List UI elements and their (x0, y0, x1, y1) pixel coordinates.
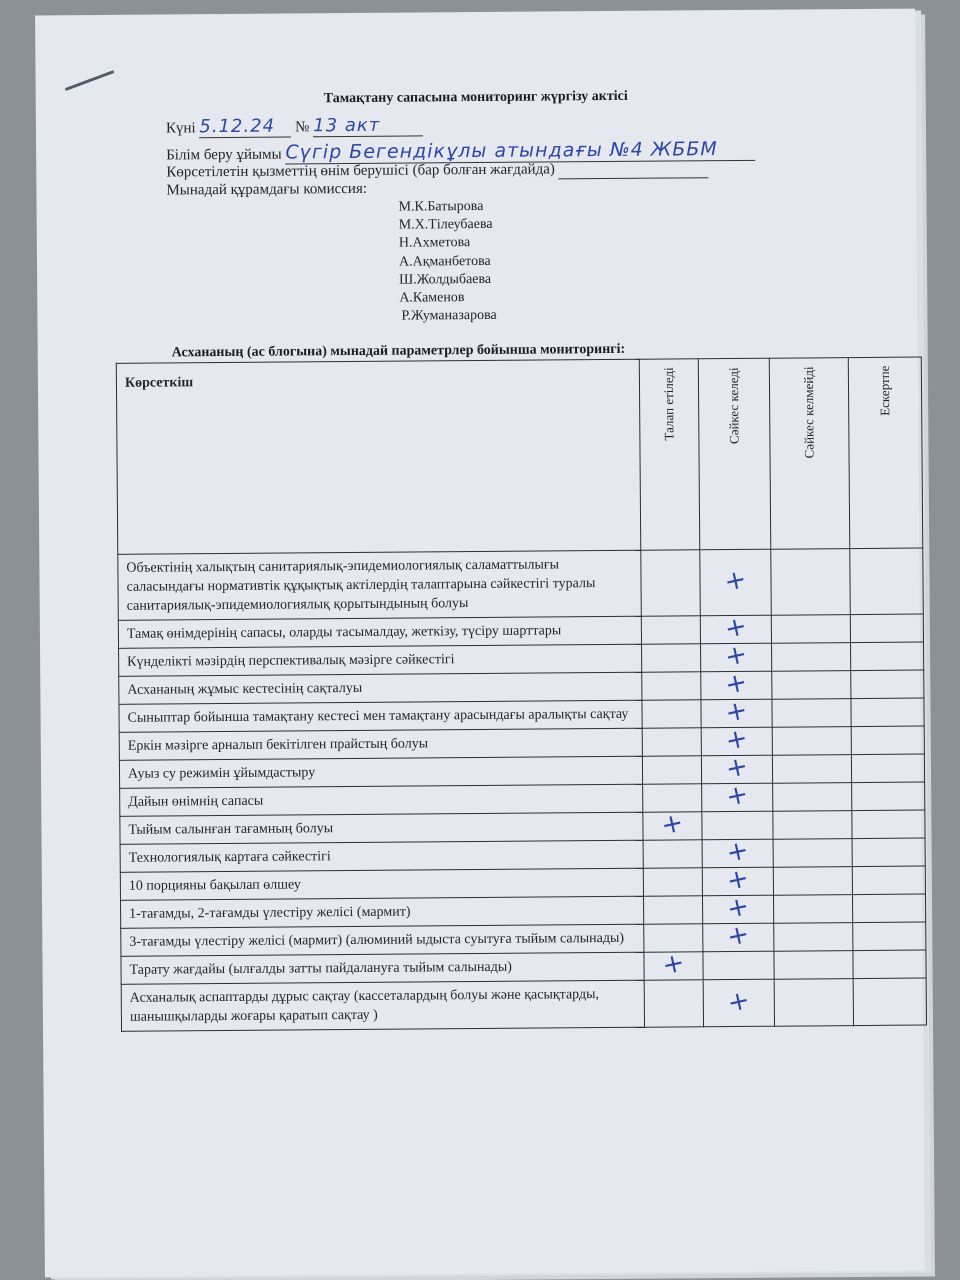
document-title: Тамақтану сапасына мониторинг жүргізу актісі (323, 88, 628, 107)
commission-member: Н.Ахметова (398, 235, 471, 252)
required-mark (642, 728, 702, 756)
table-row (118, 548, 923, 620)
required-mark (641, 644, 701, 672)
column-complies (698, 358, 771, 550)
complies-mark-value: + (723, 834, 752, 869)
not-complies-mark (772, 727, 851, 756)
complies-mark-value: + (723, 750, 752, 785)
indicator-cell: Ауыз су режимін ұйымдастыру (119, 756, 642, 788)
note-cell (853, 978, 926, 1026)
pen-mark (65, 70, 115, 91)
complies-mark-value: + (725, 984, 753, 1019)
column-required (639, 359, 700, 550)
organization-value: Сүгір Бегендікұлы атындағы №4 ЖББМ (285, 138, 755, 165)
commission-member: А.Ақманбетова (398, 253, 491, 270)
complies-mark-value: + (722, 610, 750, 645)
not-complies-mark (774, 867, 853, 896)
complies-mark-value: + (724, 862, 752, 897)
date-label: Күні (165, 120, 196, 137)
organization-label: Білім беру ұйымы (166, 146, 282, 164)
complies-mark (703, 918, 774, 953)
complies-mark-value: + (722, 666, 751, 701)
required-mark (641, 672, 701, 700)
complies-mark (702, 778, 773, 813)
date-value: 5.12.24 (199, 115, 291, 138)
note-cell (851, 726, 924, 755)
column-not-complies-label: Сәйкес келмейді (801, 366, 817, 459)
note-cell (851, 698, 924, 727)
column-indicator: Көрсеткіш (116, 359, 640, 554)
required-mark (643, 924, 703, 952)
note-cell (852, 810, 925, 839)
complies-mark-value: + (723, 722, 751, 757)
provider-blank (559, 160, 709, 179)
note-cell (850, 548, 923, 615)
required-mark (642, 784, 702, 812)
complies-mark-value: + (724, 918, 753, 953)
indicator-cell: Күнделікті мәзірдің перспективалық мәзірге сәйкестігі (119, 644, 642, 676)
complies-mark-value: + (722, 638, 751, 673)
indicator-cell: Асхананың жұмыс кестесінің сақталуы (119, 672, 642, 704)
note-cell (853, 894, 926, 923)
complies-mark-value: + (723, 778, 752, 813)
complies-mark-value: + (721, 563, 750, 598)
required-mark (643, 896, 703, 924)
not-complies-mark (772, 671, 851, 700)
commission-member: М.К.Батырова (398, 198, 484, 215)
required-mark-value: + (659, 947, 688, 982)
number-label: № (295, 119, 310, 136)
column-complies-label: Сәйкес келеді (726, 366, 742, 444)
commission-member: Ш.Жолдыбаева (399, 271, 492, 288)
not-complies-mark (772, 615, 851, 644)
indicator-cell: 3-тағамды үлестіру желісі (мармит) (алюминий ыдыста суытуға тыйым салынады) (121, 924, 644, 956)
indicator-cell: Еркін мәзірге арналып бекітілген прайстың болуы (119, 728, 642, 760)
not-complies-mark (773, 839, 852, 868)
indicator-cell: Тыйым салынған тағамның болуы (120, 812, 643, 844)
provider-label: Көрсетілетін қызметтің өнім берушісі (бар болған жағдайда) (166, 161, 555, 181)
not-complies-mark (772, 699, 851, 728)
not-complies-mark (774, 895, 853, 924)
not-complies-mark (773, 811, 852, 840)
table-body (118, 548, 927, 1031)
required-mark (642, 807, 702, 842)
not-complies-mark (774, 951, 853, 980)
indicator-cell: Дайын өнімнің сапасы (120, 784, 643, 816)
not-complies-mark (774, 979, 853, 1027)
note-cell (852, 866, 925, 895)
commission-members (399, 198, 497, 326)
indicator-cell: 10 порцияны бақылап өлшеу (120, 868, 643, 900)
column-note (848, 357, 922, 549)
complies-mark (703, 951, 774, 980)
monitoring-table (116, 357, 927, 1032)
not-complies-mark (774, 923, 853, 952)
required-mark (641, 616, 701, 644)
required-mark (643, 868, 703, 896)
not-complies-mark (773, 783, 852, 812)
number-value: 13 акт (313, 114, 423, 137)
required-mark (643, 840, 703, 868)
required-mark (641, 700, 701, 728)
document-sheet (35, 9, 925, 1278)
complies-mark (700, 549, 772, 616)
column-required-label: Талап етіледі (660, 367, 677, 441)
date-line (166, 114, 423, 138)
monitoring-heading: Асхананың (ас блогына) мынадай параметрлер бойынша мониторингі: (171, 341, 626, 361)
commission-member: А.Каменов (399, 290, 465, 306)
column-note-label: Ескертпе (876, 365, 893, 417)
column-not-complies (770, 358, 850, 550)
not-complies-mark (773, 755, 852, 784)
note-cell (851, 670, 924, 699)
required-mark-value: + (658, 807, 687, 842)
note-cell (850, 614, 923, 643)
indicator-cell: Тарату жағдайы (ылғалды затты пайдалануға тыйым салынады) (121, 952, 644, 984)
indicator-cell: Сыныптар бойынша тамақтану кестесі мен тамақтану арасындағы аралықты сақтау (119, 700, 642, 732)
not-complies-mark (772, 643, 851, 672)
indicator-cell: Тамақ өнімдерінің сапасы, оларды тасымалдау, жеткізу, түсіру шарттары (118, 616, 641, 648)
commission-member: Р.Жуманазарова (401, 308, 497, 324)
commission-label: Мынадай құрамдағы комиссия: (166, 180, 368, 199)
note-cell (852, 838, 925, 867)
required-mark (644, 980, 704, 1027)
table-header-row (116, 357, 922, 554)
note-cell (852, 782, 925, 811)
note-cell (851, 642, 924, 671)
indicator-cell: Асханалық аспаптарды дұрыс сақтау (кассеталардың болуы және қасықтарды, шанышқыларды жоғары қаратып сақтау ) (121, 980, 644, 1031)
required-mark (642, 756, 702, 784)
table-row (121, 978, 926, 1031)
note-cell (853, 922, 926, 951)
commission-member: М.Х.Тілеубаева (398, 217, 493, 233)
complies-mark (703, 979, 775, 1027)
indicator-cell: Объектінің халықтың санитариялық-эпидемиологиялық саламаттылығы саласындағы нормативтік құқықтық актілердің талаптарына сәйкестігі туралы санитариялық-эпидемиологиялық қорытындының болуы (118, 550, 641, 620)
indicator-cell: 1-тағамды, 2-тағамды үлестіру желісі (мармит) (121, 896, 644, 928)
required-mark (643, 947, 703, 982)
indicator-cell: Технологиялық картаға сәйкестігі (120, 840, 643, 872)
complies-mark-value: + (722, 694, 751, 729)
required-mark (640, 550, 700, 616)
not-complies-mark (771, 549, 850, 616)
note-cell (853, 950, 926, 979)
complies-mark-value: + (724, 890, 753, 925)
provider-line (166, 160, 708, 182)
note-cell (851, 754, 924, 783)
